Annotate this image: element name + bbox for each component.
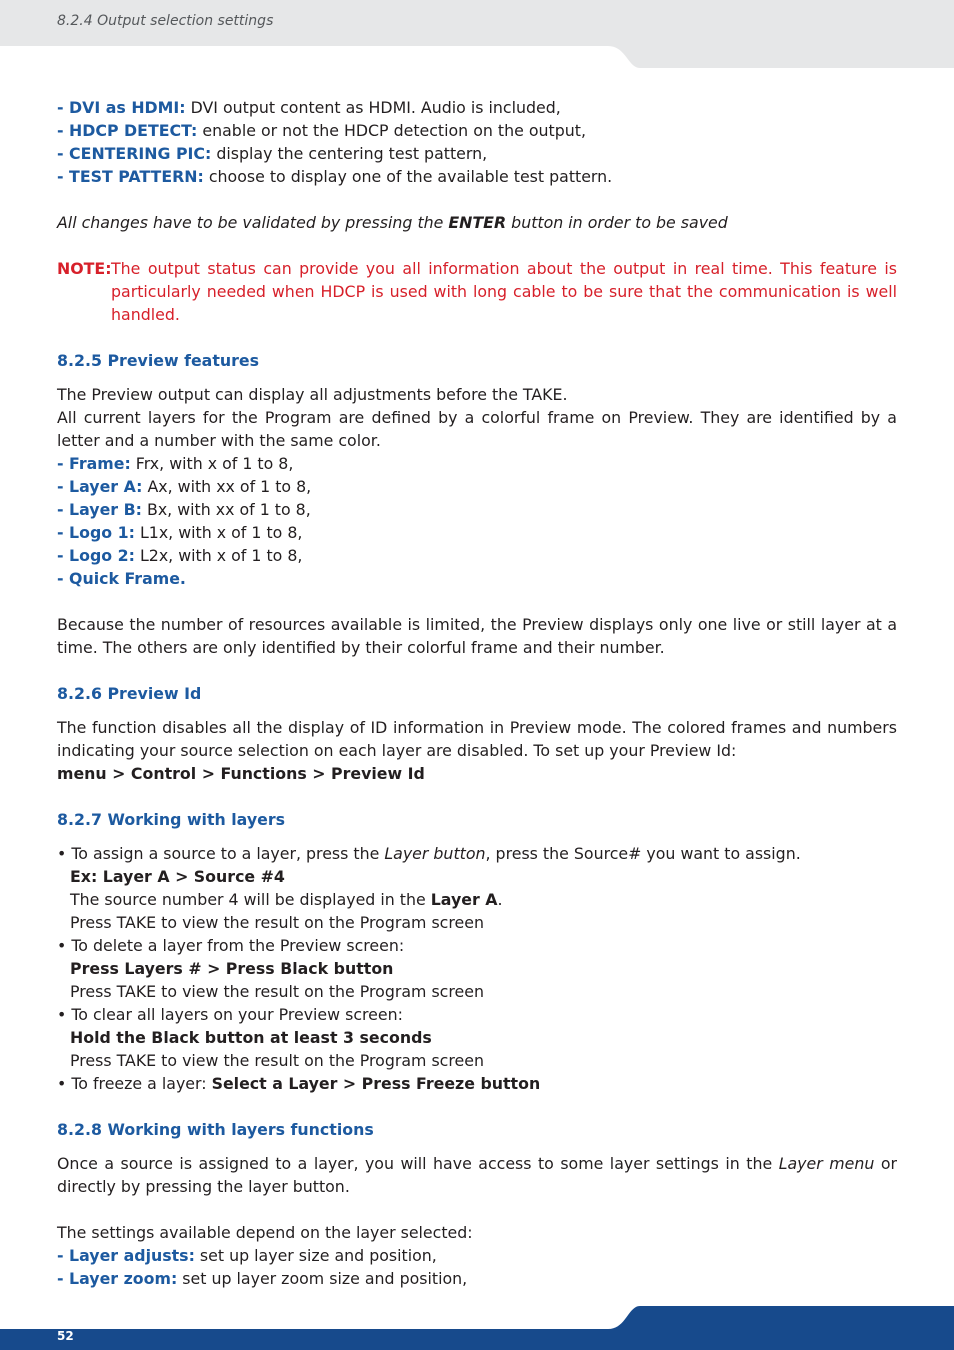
list-item: - Logo 2: L2x, with x of 1 to 8, bbox=[57, 546, 303, 565]
output-settings-list bbox=[57, 96, 897, 188]
item-text: DVI output content as HDMI. Audio is included, bbox=[185, 98, 561, 117]
list-item: - Layer zoom: set up layer zoom size and position, bbox=[57, 1269, 468, 1288]
paragraph: Once a source is assigned to a layer, you will have access to some layer settings in the Layer menu or directly by pressing the layer button. bbox=[57, 1154, 897, 1196]
paragraph: All current layers for the Program are defined by a colorful frame on Preview. They are identified by a letter and a number with the same color. bbox=[57, 408, 897, 450]
list-item: - Layer B: Bx, with xx of 1 to 8, bbox=[57, 500, 311, 519]
heading-8-2-7: 8.2.7 Working with layers bbox=[57, 810, 286, 829]
layer-settings-list bbox=[57, 1244, 897, 1290]
bullet-item: • To clear all layers on your Preview screen: bbox=[57, 1005, 403, 1024]
list-item: - Layer A: Ax, with xx of 1 to 8, bbox=[57, 477, 312, 496]
paragraph: The settings available depend on the layer selected: bbox=[57, 1223, 473, 1242]
page-content bbox=[57, 96, 897, 1290]
preview-features-list bbox=[57, 452, 897, 590]
paragraph: The function disables all the display of ID information in Preview mode. The colored frames and numbers indicating your source selection on each layer are disabled. To set up your Preview Id: bbox=[57, 718, 897, 760]
instruction-line: Press Layers # > Press Black button bbox=[70, 959, 394, 978]
list-item: - Layer adjusts: set up layer size and position, bbox=[57, 1246, 437, 1265]
header-band bbox=[0, 0, 954, 70]
list-item: - Frame: Frx, with x of 1 to 8, bbox=[57, 454, 294, 473]
heading-8-2-6: 8.2.6 Preview Id bbox=[57, 684, 202, 703]
list-item bbox=[57, 119, 897, 142]
list-item: - Logo 1: L1x, with x of 1 to 8, bbox=[57, 523, 303, 542]
list-item bbox=[57, 142, 897, 165]
text-line: The source number 4 will be displayed in the Layer A. bbox=[70, 890, 503, 909]
bullet-item: • To assign a source to a layer, press the Layer button, press the Source# you want to assign. bbox=[57, 844, 801, 863]
paragraph: The Preview output can display all adjustments before the TAKE. bbox=[57, 385, 568, 404]
header-section-title: 8.2.4 Output selection settings bbox=[57, 13, 274, 29]
heading-8-2-5: 8.2.5 Preview features bbox=[57, 351, 260, 370]
list-item bbox=[57, 96, 897, 119]
take-line: Press TAKE to view the result on the Program screen bbox=[70, 913, 484, 932]
bullet-item: • To delete a layer from the Preview screen: bbox=[57, 936, 405, 955]
item-label: - CENTERING PIC: bbox=[57, 144, 212, 163]
paragraph: Because the number of resources available is limited, the Preview displays only one live or still layer at a time. The others are only identified by their colorful frame and their number. bbox=[57, 615, 897, 657]
item-label: - DVI as HDMI: bbox=[57, 98, 186, 117]
heading-8-2-8: 8.2.8 Working with layers functions bbox=[57, 1120, 374, 1139]
item-label: - HDCP DETECT: bbox=[57, 121, 198, 140]
footer-band bbox=[0, 1300, 954, 1350]
menu-path: menu > Control > Functions > Preview Id bbox=[57, 764, 425, 783]
note-label: NOTE: bbox=[57, 259, 112, 278]
item-text: display the centering test pattern, bbox=[211, 144, 488, 163]
page-number: 52 bbox=[57, 1329, 74, 1343]
instruction-line: Hold the Black button at least 3 seconds bbox=[70, 1028, 432, 1047]
list-item bbox=[57, 165, 897, 188]
item-text: choose to display one of the available test pattern. bbox=[203, 167, 613, 186]
take-line: Press TAKE to view the result on the Program screen bbox=[70, 982, 484, 1001]
bullet-item: • To freeze a layer: Select a Layer > Press Freeze button bbox=[57, 1074, 541, 1093]
item-text: enable or not the HDCP detection on the output, bbox=[197, 121, 586, 140]
take-line: Press TAKE to view the result on the Program screen bbox=[70, 1051, 484, 1070]
note-text: The output status can provide you all information about the output in real time. This feature is particularly needed when HDCP is used with long cable to be sure that the communication is well handled. bbox=[111, 259, 897, 324]
list-item: - Quick Frame. bbox=[57, 569, 186, 588]
note-block bbox=[57, 257, 897, 326]
example-line: Ex: Layer A > Source #4 bbox=[70, 867, 285, 886]
item-label: - TEST PATTERN: bbox=[57, 167, 204, 186]
validation-note: All changes have to be validated by pressing the ENTER button in order to be saved bbox=[57, 213, 728, 232]
